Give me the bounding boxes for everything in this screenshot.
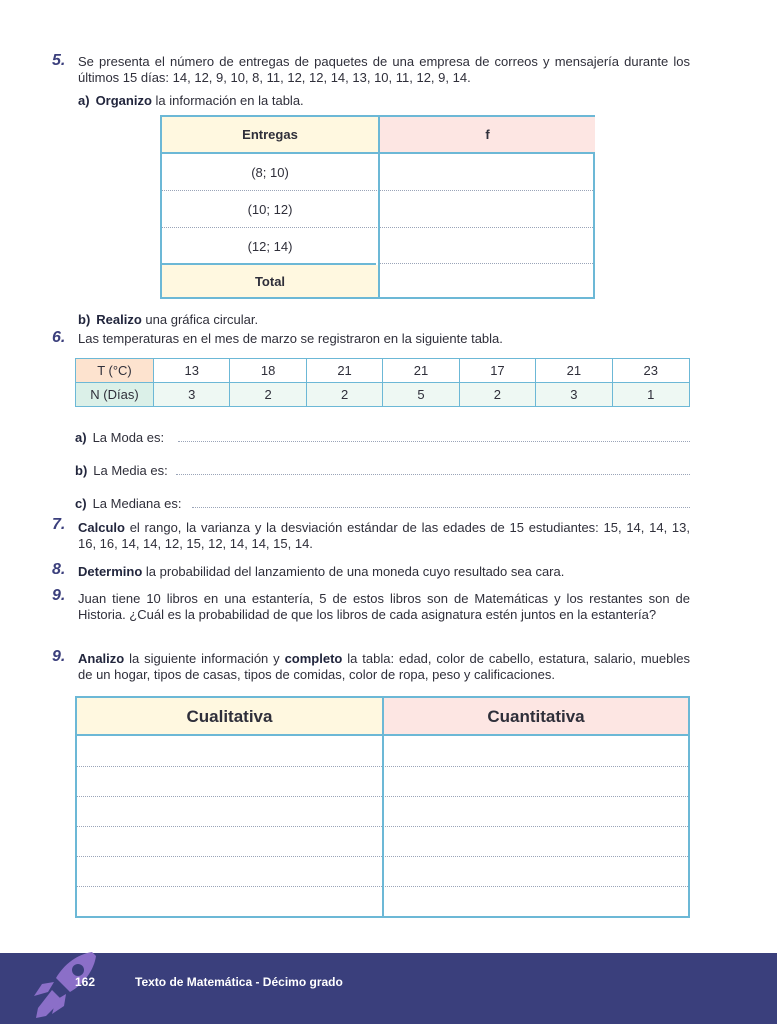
question-6a xyxy=(75,430,164,445)
classification-table xyxy=(75,696,690,918)
table-cell: 18 xyxy=(230,359,306,383)
question-5a-letter: a) xyxy=(78,93,90,108)
table-cell: 2 xyxy=(230,383,306,407)
temperature-table xyxy=(75,358,690,407)
question-8-text xyxy=(78,564,690,580)
question-6c-letter: c) xyxy=(75,496,87,511)
table-row-label: (10; 12) xyxy=(247,201,293,217)
question-8-body: la probabilidad del lanzamiento de una moneda cuyo resultado sea cara. xyxy=(142,564,565,579)
question-5b-letter: b) xyxy=(78,312,91,327)
table-cell: 1 xyxy=(613,383,689,407)
question-9b-body2: la tabla: edad, color de cabello, estatura, salario, muebles de un hogar, tipos de casas, tipos de comidas, color de ropa, peso y calificaciones. xyxy=(78,651,690,682)
table-header-cell: Entregas xyxy=(162,117,378,152)
question-8-number: 8. xyxy=(52,561,66,578)
table-total-label: Total xyxy=(162,265,378,297)
table-cell: 17 xyxy=(460,359,536,383)
question-6b xyxy=(75,463,168,478)
table-row-header: T (°C) xyxy=(76,359,154,383)
table-header-cell: Cualitativa xyxy=(77,698,382,736)
question-9b-verb2: completo xyxy=(284,651,343,666)
question-9b-verb1: Analizo xyxy=(78,651,125,666)
question-7-text xyxy=(78,520,690,552)
table-cell: 2 xyxy=(460,383,536,407)
table-header-cell: f xyxy=(380,117,595,152)
question-6a-letter: a) xyxy=(75,430,87,445)
table-cell: 13 xyxy=(154,359,230,383)
table-cell: 21 xyxy=(307,359,383,383)
table-row-label: (12; 14) xyxy=(247,238,293,254)
question-9a-text: Juan tiene 10 libros en una estantería, 5 de estos libros son de Matemáticas y los restantes son de Historia. ¿Cuál es la probabilidad de que los libros de cada asignatura estén juntos en la estantería? xyxy=(78,591,690,622)
table-cell: 2 xyxy=(307,383,383,407)
question-9b-body1: la siguiente información y xyxy=(124,651,285,666)
table-cell: 23 xyxy=(613,359,689,383)
table-header-cell: Cuantitativa xyxy=(384,698,688,736)
question-5-text: Se presenta el número de entregas de paquetes de una empresa de correos y mensajería durante los últimos 15 días: 14, 12, 9, 10, 8, 11, 12, 12, 14, 13, 10, 11, 12, 9, 14. xyxy=(78,54,690,85)
question-7-verb: Calculo xyxy=(78,520,125,535)
table-cell: 21 xyxy=(536,359,612,383)
question-6b-letter: b) xyxy=(75,463,88,478)
question-5a-verb: Organizo xyxy=(95,93,152,108)
media-answer-line[interactable] xyxy=(176,463,690,475)
moda-answer-line[interactable] xyxy=(178,430,690,442)
question-9a-number: 9. xyxy=(52,587,66,604)
question-5a-text: la información en la tabla. xyxy=(151,93,304,108)
question-5b-text: una gráfica circular. xyxy=(141,312,259,327)
question-6-number: 6. xyxy=(52,329,66,346)
frequency-table xyxy=(160,115,595,299)
table-row-header: N (Días) xyxy=(76,383,154,407)
table-cell: 5 xyxy=(383,383,459,407)
question-8-verb: Determino xyxy=(78,564,143,579)
question-7-body: el rango, la varianza y la desviación estándar de las edades de 15 estudiantes: 15, 14, 14, 13, 16, 16, 14, 14, 12, 15, 12, 14, 14, 15, 14. xyxy=(78,520,690,551)
question-9b-number: 9. xyxy=(52,648,66,665)
table-cell: 3 xyxy=(536,383,612,407)
question-6-text: Las temperaturas en el mes de marzo se registraron en la siguiente tabla. xyxy=(78,331,503,346)
mediana-answer-line[interactable] xyxy=(192,496,690,508)
table-cell: 21 xyxy=(383,359,459,383)
question-5b-verb: Realizo xyxy=(96,312,142,327)
question-5a xyxy=(78,93,304,108)
table-cell: 3 xyxy=(154,383,230,407)
question-6a-text: La Moda es: xyxy=(92,430,165,445)
question-5b xyxy=(78,312,258,327)
question-9b-text xyxy=(78,651,690,683)
page-footer xyxy=(0,953,777,1024)
book-title: Texto de Matemática - Décimo grado xyxy=(135,975,343,989)
question-5-number: 5. xyxy=(52,52,66,69)
question-6c-text: La Mediana es: xyxy=(92,496,182,511)
page-number: 162 xyxy=(75,975,96,989)
question-6c xyxy=(75,496,181,511)
question-7-number: 7. xyxy=(52,516,66,533)
question-6b-text: La Media es: xyxy=(93,463,168,478)
table-row-label: (8; 10) xyxy=(251,164,289,180)
